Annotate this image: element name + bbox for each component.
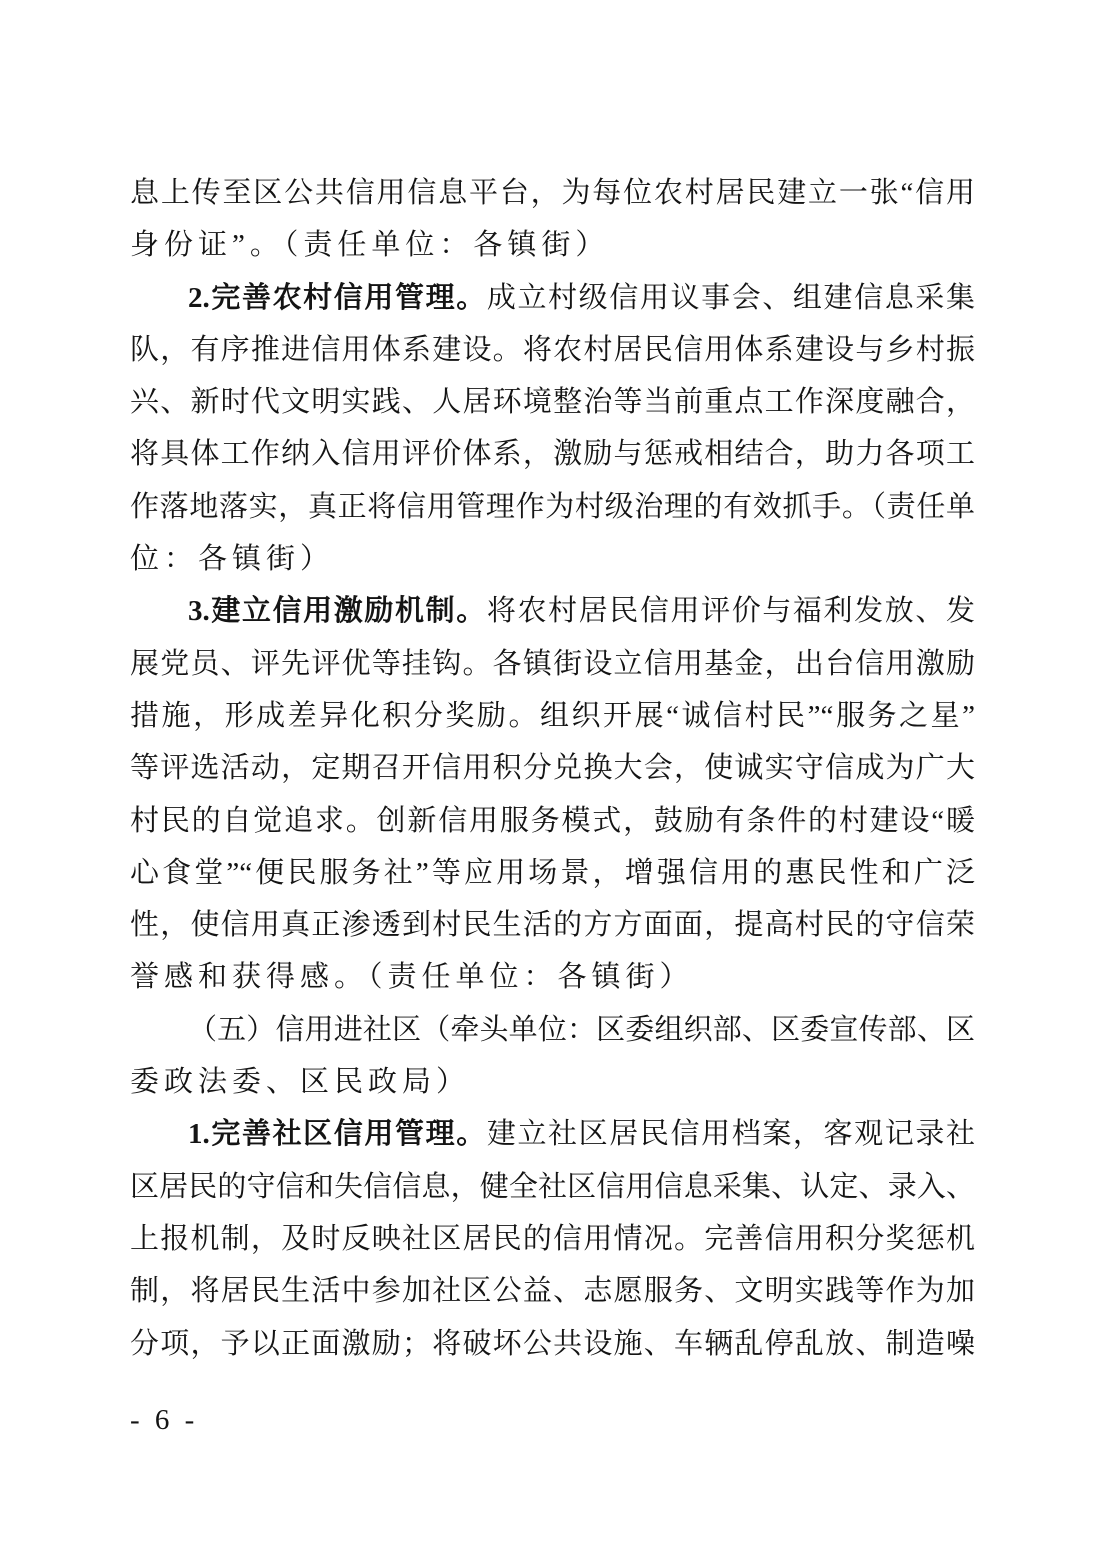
body-text-run: （五）信用进社区（牵头单位：区委组织部、区委宣传部、区 bbox=[188, 1013, 975, 1046]
text-line bbox=[130, 376, 975, 428]
text-line bbox=[130, 481, 975, 533]
text-line bbox=[130, 1161, 975, 1213]
text-line bbox=[130, 951, 975, 1003]
text-line bbox=[130, 847, 975, 899]
body-text-run: 委政法委、区民政局） bbox=[130, 1066, 471, 1099]
body-text-run: 心食堂”“便民服务社”等应用场景，增强信用的惠民性和广泛 bbox=[130, 856, 975, 889]
body-text-run: 位：各镇街） bbox=[130, 543, 335, 576]
text-line bbox=[130, 219, 975, 271]
body-text-run: 分项，予以正面激励；将破坏公共设施、车辆乱停乱放、制造噪 bbox=[130, 1327, 975, 1360]
body-text-run: 措施，形成差异化积分奖励。组织开展“诚信村民”“服务之星” bbox=[130, 699, 975, 732]
text-line bbox=[130, 428, 975, 480]
text-line bbox=[130, 324, 975, 376]
body-text-run: 兴、新时代文明实践、人居环境整治等当前重点工作深度融合， bbox=[130, 386, 975, 419]
body-text-run: 身份证”。（责任单位：各镇街） bbox=[130, 229, 610, 262]
text-line bbox=[130, 1004, 975, 1056]
body-text-run: 息上传至区公共信用信息平台，为每位农村居民建立一张“信用 bbox=[130, 177, 975, 209]
text-line bbox=[130, 1213, 975, 1265]
text-block bbox=[130, 167, 975, 1370]
body-text-run: 村民的自觉追求。创新信用服务模式，鼓励有条件的村建设“暖 bbox=[130, 804, 975, 837]
text-line bbox=[130, 533, 975, 585]
page-number: - 6 - bbox=[130, 1404, 199, 1436]
body-text-run: 区居民的守信和失信信息，健全社区信用信息采集、认定、录入、 bbox=[130, 1170, 975, 1203]
body-text-run: 性，使信用真正渗透到村民生活的方方面面，提高村民的守信荣 bbox=[130, 909, 975, 942]
text-line bbox=[130, 1265, 975, 1317]
body-text-run: 展党员、评先评优等挂钩。各镇街设立信用基金，出台信用激励 bbox=[130, 647, 975, 680]
body-text-run: 誉感和获得感。（责任单位：各镇街） bbox=[130, 961, 694, 994]
text-line bbox=[130, 272, 975, 324]
text-line bbox=[130, 1318, 975, 1370]
text-line bbox=[130, 690, 975, 742]
heading-run: 2.完善农村信用管理。 bbox=[188, 281, 487, 314]
body-text-run: 建立社区居民信用档案，客观记录社 bbox=[486, 1118, 975, 1151]
body-text-run: 将农村居民信用评价与福利发放、发 bbox=[486, 595, 975, 628]
heading-run: 1.完善社区信用管理。 bbox=[188, 1118, 487, 1151]
text-line bbox=[130, 795, 975, 847]
body-text-run: 等评选活动，定期召开信用积分兑换大会，使诚实守信成为广大 bbox=[130, 752, 975, 785]
text-line bbox=[130, 1056, 975, 1108]
body-text-run: 将具体工作纳入信用评价体系，激励与惩戒相结合，助力各项工 bbox=[130, 438, 975, 471]
body-text-run: 队，有序推进信用体系建设。将农村居民信用体系建设与乡村振 bbox=[130, 333, 975, 366]
text-line bbox=[130, 638, 975, 690]
text-line bbox=[130, 742, 975, 794]
body-text-run: 作落地落实，真正将信用管理作为村级治理的有效抓手。（责任单 bbox=[130, 490, 975, 523]
text-line bbox=[130, 167, 975, 219]
heading-run: 3.建立信用激励机制。 bbox=[188, 595, 487, 628]
text-line bbox=[130, 899, 975, 951]
text-line bbox=[130, 1108, 975, 1160]
body-text-run: 上报机制，及时反映社区居民的信用情况。完善信用积分奖惩机 bbox=[130, 1222, 975, 1255]
body-text-run: 制，将居民生活中参加社区公益、志愿服务、文明实践等作为加 bbox=[130, 1275, 975, 1308]
text-line bbox=[130, 585, 975, 637]
body-text-run: 成立村级信用议事会、组建信息采集 bbox=[486, 281, 975, 314]
